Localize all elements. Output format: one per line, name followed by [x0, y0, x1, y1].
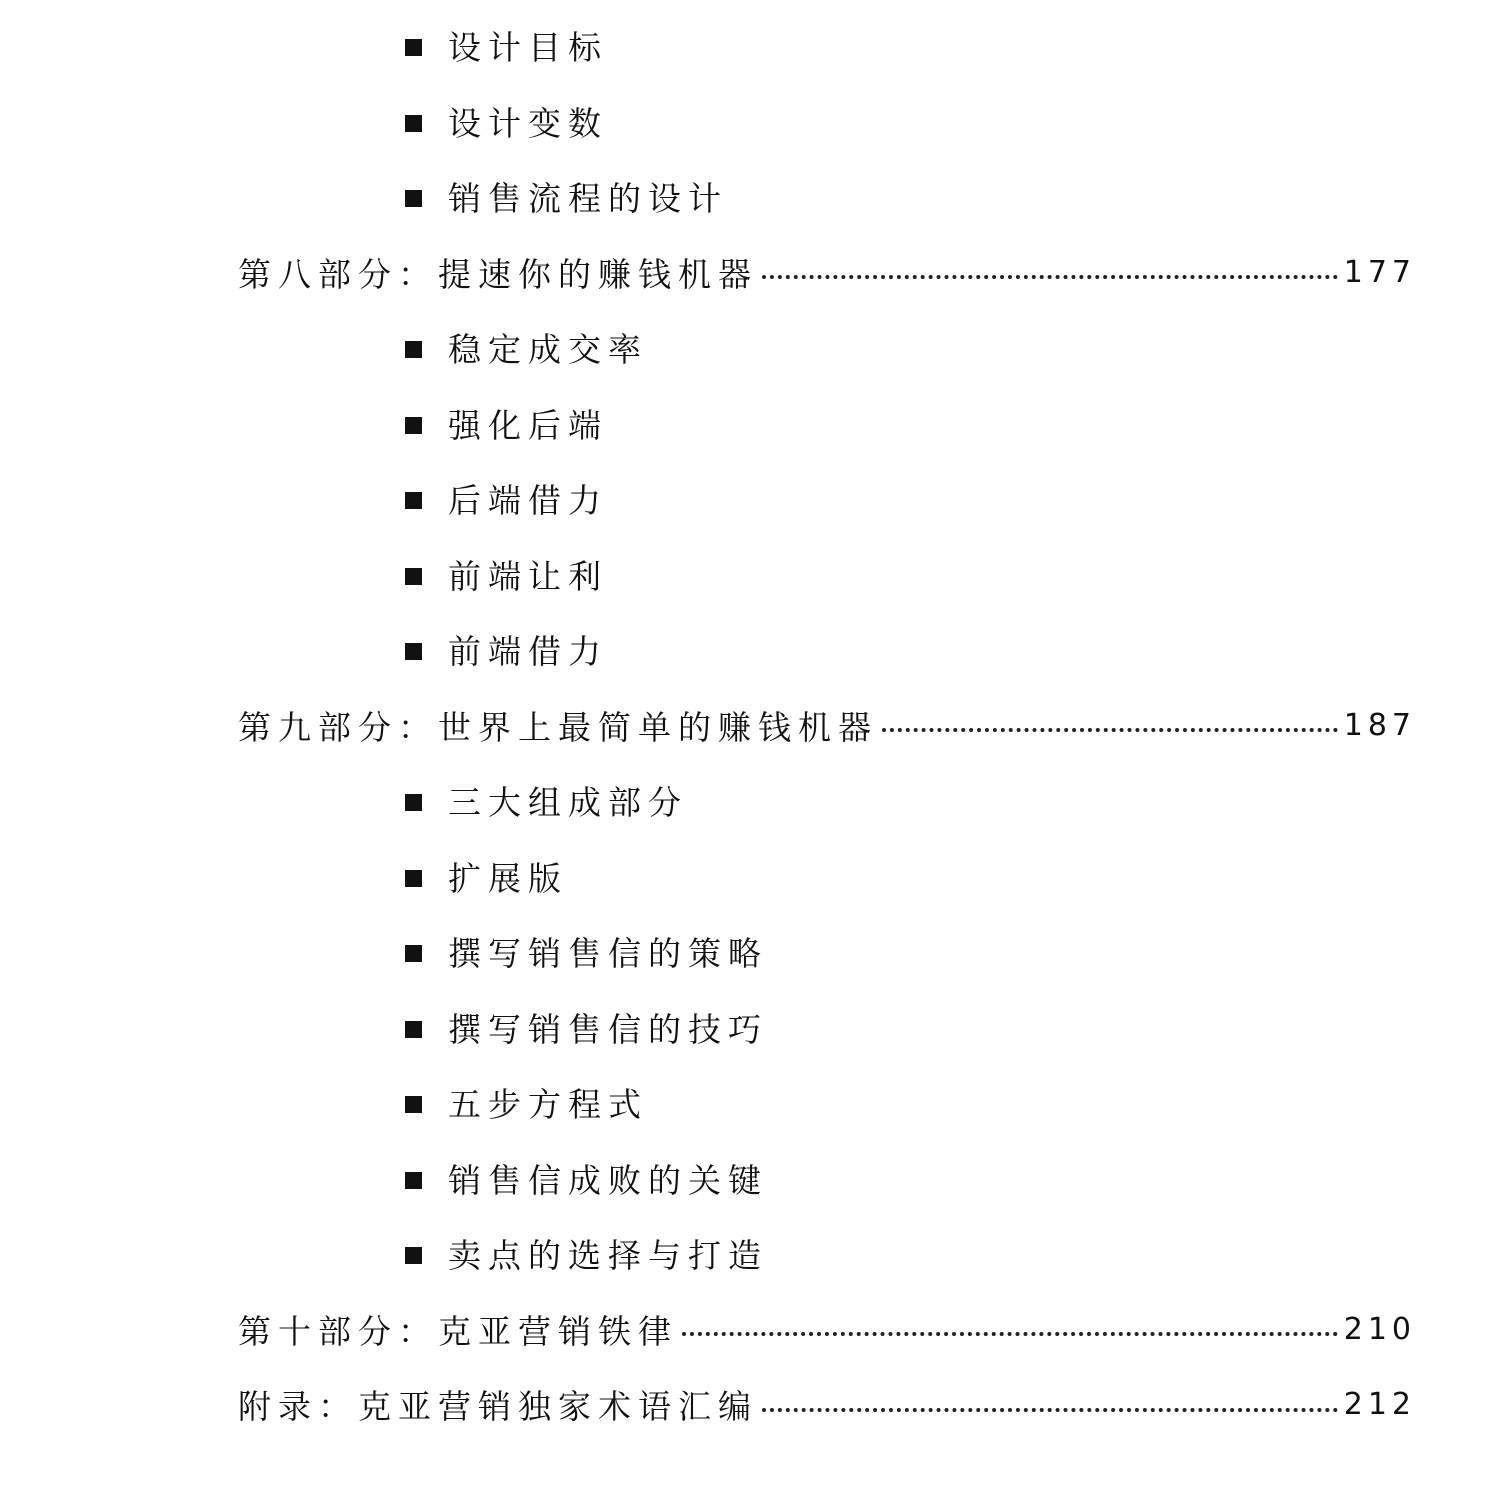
square-bullet-icon	[405, 492, 422, 509]
toc-entry-label: 第八部分：	[238, 254, 438, 294]
square-bullet-icon	[405, 417, 422, 434]
square-bullet-icon	[405, 341, 422, 358]
toc-entry-title: 克亚营销铁律	[438, 1311, 678, 1351]
toc-entry-part9[interactable]	[0, 688, 1510, 764]
toc-subitem[interactable]	[0, 84, 1510, 160]
toc-subitem-label: 设计目标	[448, 28, 608, 68]
toc-subitem[interactable]	[0, 763, 1510, 839]
square-bullet-icon	[405, 568, 422, 585]
dotted-leader	[762, 275, 1338, 279]
square-bullet-icon	[405, 945, 422, 962]
toc-entry-label: 附录：	[238, 1387, 358, 1427]
toc-subitem[interactable]	[0, 1216, 1510, 1292]
toc-subitem-label: 销售信成败的关键	[448, 1160, 768, 1200]
square-bullet-icon	[405, 39, 422, 56]
square-bullet-icon	[405, 1021, 422, 1038]
toc-subitem-label: 三大组成部分	[448, 783, 688, 823]
toc-subitem[interactable]	[0, 839, 1510, 915]
toc-subitem[interactable]	[0, 537, 1510, 613]
toc-entry-page: 177	[1343, 254, 1416, 290]
toc-subitem-label: 撰写销售信的技巧	[448, 1009, 768, 1049]
table-of-contents	[0, 8, 1510, 1443]
square-bullet-icon	[405, 190, 422, 207]
square-bullet-icon	[405, 1172, 422, 1189]
toc-entry-title: 提速你的赚钱机器	[438, 254, 758, 294]
toc-subitem-label: 卖点的选择与打造	[448, 1236, 768, 1276]
toc-subitem-label: 前端借力	[448, 632, 608, 672]
square-bullet-icon	[405, 1096, 422, 1113]
toc-subitem[interactable]	[0, 159, 1510, 235]
square-bullet-icon	[405, 1247, 422, 1264]
toc-subitem-label: 撰写销售信的策略	[448, 934, 768, 974]
toc-entry-title: 世界上最简单的赚钱机器	[438, 707, 878, 747]
square-bullet-icon	[405, 115, 422, 132]
dotted-leader	[682, 1332, 1338, 1336]
toc-subitem[interactable]	[0, 1065, 1510, 1141]
toc-subitem[interactable]	[0, 461, 1510, 537]
toc-subitem[interactable]	[0, 914, 1510, 990]
toc-subitem[interactable]	[0, 612, 1510, 688]
toc-entry-appendix[interactable]	[0, 1367, 1510, 1443]
toc-subitem-label: 五步方程式	[448, 1085, 648, 1125]
toc-subitem-label: 稳定成交率	[448, 330, 648, 370]
square-bullet-icon	[405, 870, 422, 887]
toc-subitem[interactable]	[0, 386, 1510, 462]
toc-subitem-label: 强化后端	[448, 405, 608, 445]
toc-entry-label: 第十部分：	[238, 1311, 438, 1351]
toc-subitem[interactable]	[0, 990, 1510, 1066]
toc-subitem[interactable]	[0, 310, 1510, 386]
toc-entry-title: 克亚营销独家术语汇编	[358, 1387, 758, 1427]
toc-subitem-label: 后端借力	[448, 481, 608, 521]
toc-subitem-label: 前端让利	[448, 556, 608, 596]
square-bullet-icon	[405, 643, 422, 660]
toc-subitem-label: 销售流程的设计	[448, 179, 728, 219]
toc-subitem-label: 扩展版	[448, 858, 568, 898]
toc-entry-page: 212	[1343, 1387, 1416, 1423]
toc-entry-label: 第九部分：	[238, 707, 438, 747]
toc-subitem-label: 设计变数	[448, 103, 608, 143]
toc-entry-page: 187	[1343, 707, 1416, 743]
dotted-leader	[762, 1408, 1338, 1412]
toc-subitem[interactable]	[0, 1141, 1510, 1217]
toc-subitem[interactable]	[0, 8, 1510, 84]
toc-entry-part8[interactable]	[0, 235, 1510, 311]
toc-entry-page: 210	[1343, 1311, 1416, 1347]
square-bullet-icon	[405, 794, 422, 811]
dotted-leader	[882, 728, 1338, 732]
toc-entry-part10[interactable]	[0, 1292, 1510, 1368]
